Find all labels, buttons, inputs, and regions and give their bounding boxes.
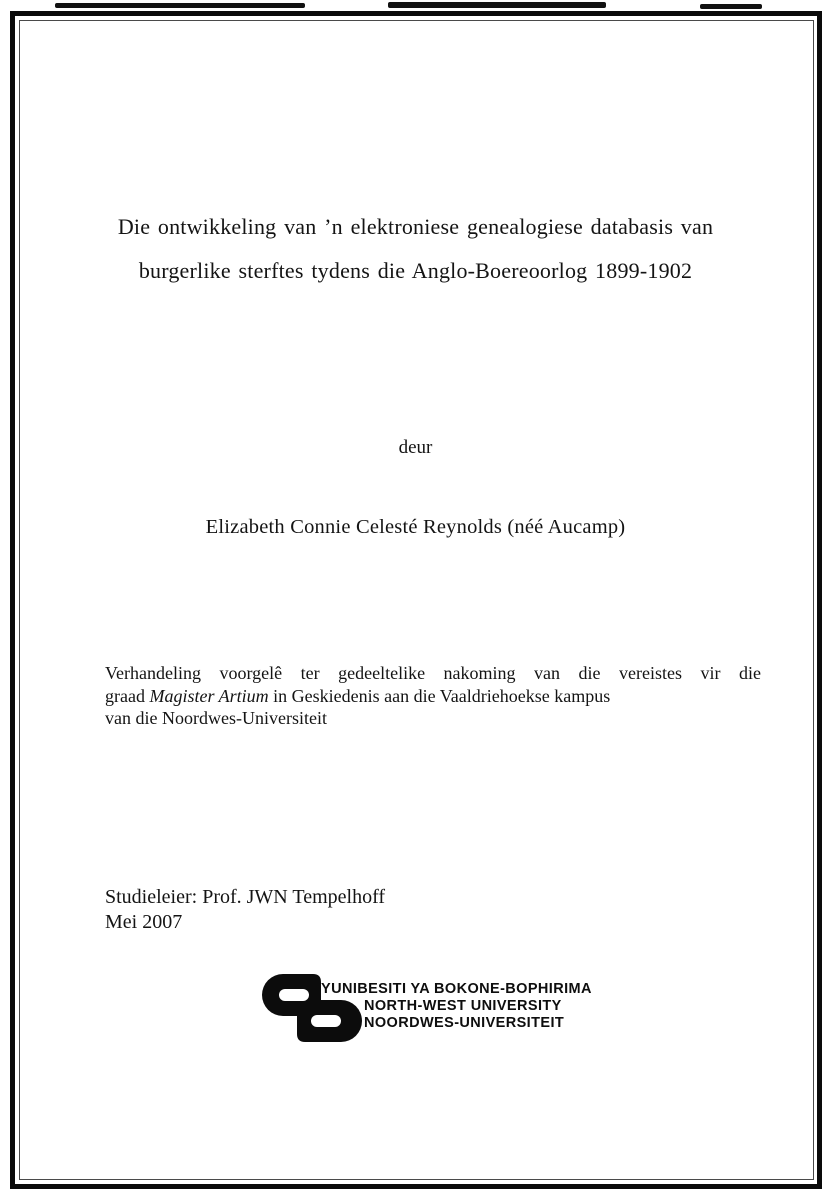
logo-text-afrikaans: NOORDWES-UNIVERSITEIT [364, 1015, 565, 1031]
submission-line-2-suffix: in Geskiedenis aan die Vaaldriehoekse kampus [268, 685, 611, 706]
submission-line-2 [105, 685, 761, 708]
byline-deur: deur [398, 437, 433, 458]
scan-artifact [388, 2, 606, 8]
logo-text-english: NORTH-WEST UNIVERSITY [364, 998, 562, 1014]
thesis-title-line-2: burgerlike sterftes tydens die Anglo-Boereoorlog 1899-1902 [138, 258, 693, 283]
submission-line-3: van die Noordwes-Universiteit [105, 708, 327, 728]
scan-artifact [700, 4, 762, 9]
degree-name-italic: Magister Artium [149, 685, 269, 706]
author-name: Elizabeth Connie Celesté Reynolds (néé Aucamp) [205, 516, 626, 538]
date-line: Mei 2007 [105, 910, 183, 933]
supervisor-block [105, 885, 385, 934]
submission-line-2-prefix: graad [105, 685, 150, 706]
nwu-logo [257, 971, 592, 1055]
thesis-title-line-1: Die ontwikkeling van ’n elektroniese genealogiese databasis van [117, 214, 714, 239]
submission-statement [105, 662, 761, 730]
scan-artifact [55, 3, 305, 8]
supervisor-line: Studieleier: Prof. JWN Tempelhoff [105, 886, 386, 908]
logo-text-setswana: YUNIBESITI YA BOKONE-BOPHIRIMA [321, 981, 592, 997]
submission-line-1: Verhandeling voorgelê ter gedeeltelike nakoming van die vereistes vir die [105, 663, 761, 683]
